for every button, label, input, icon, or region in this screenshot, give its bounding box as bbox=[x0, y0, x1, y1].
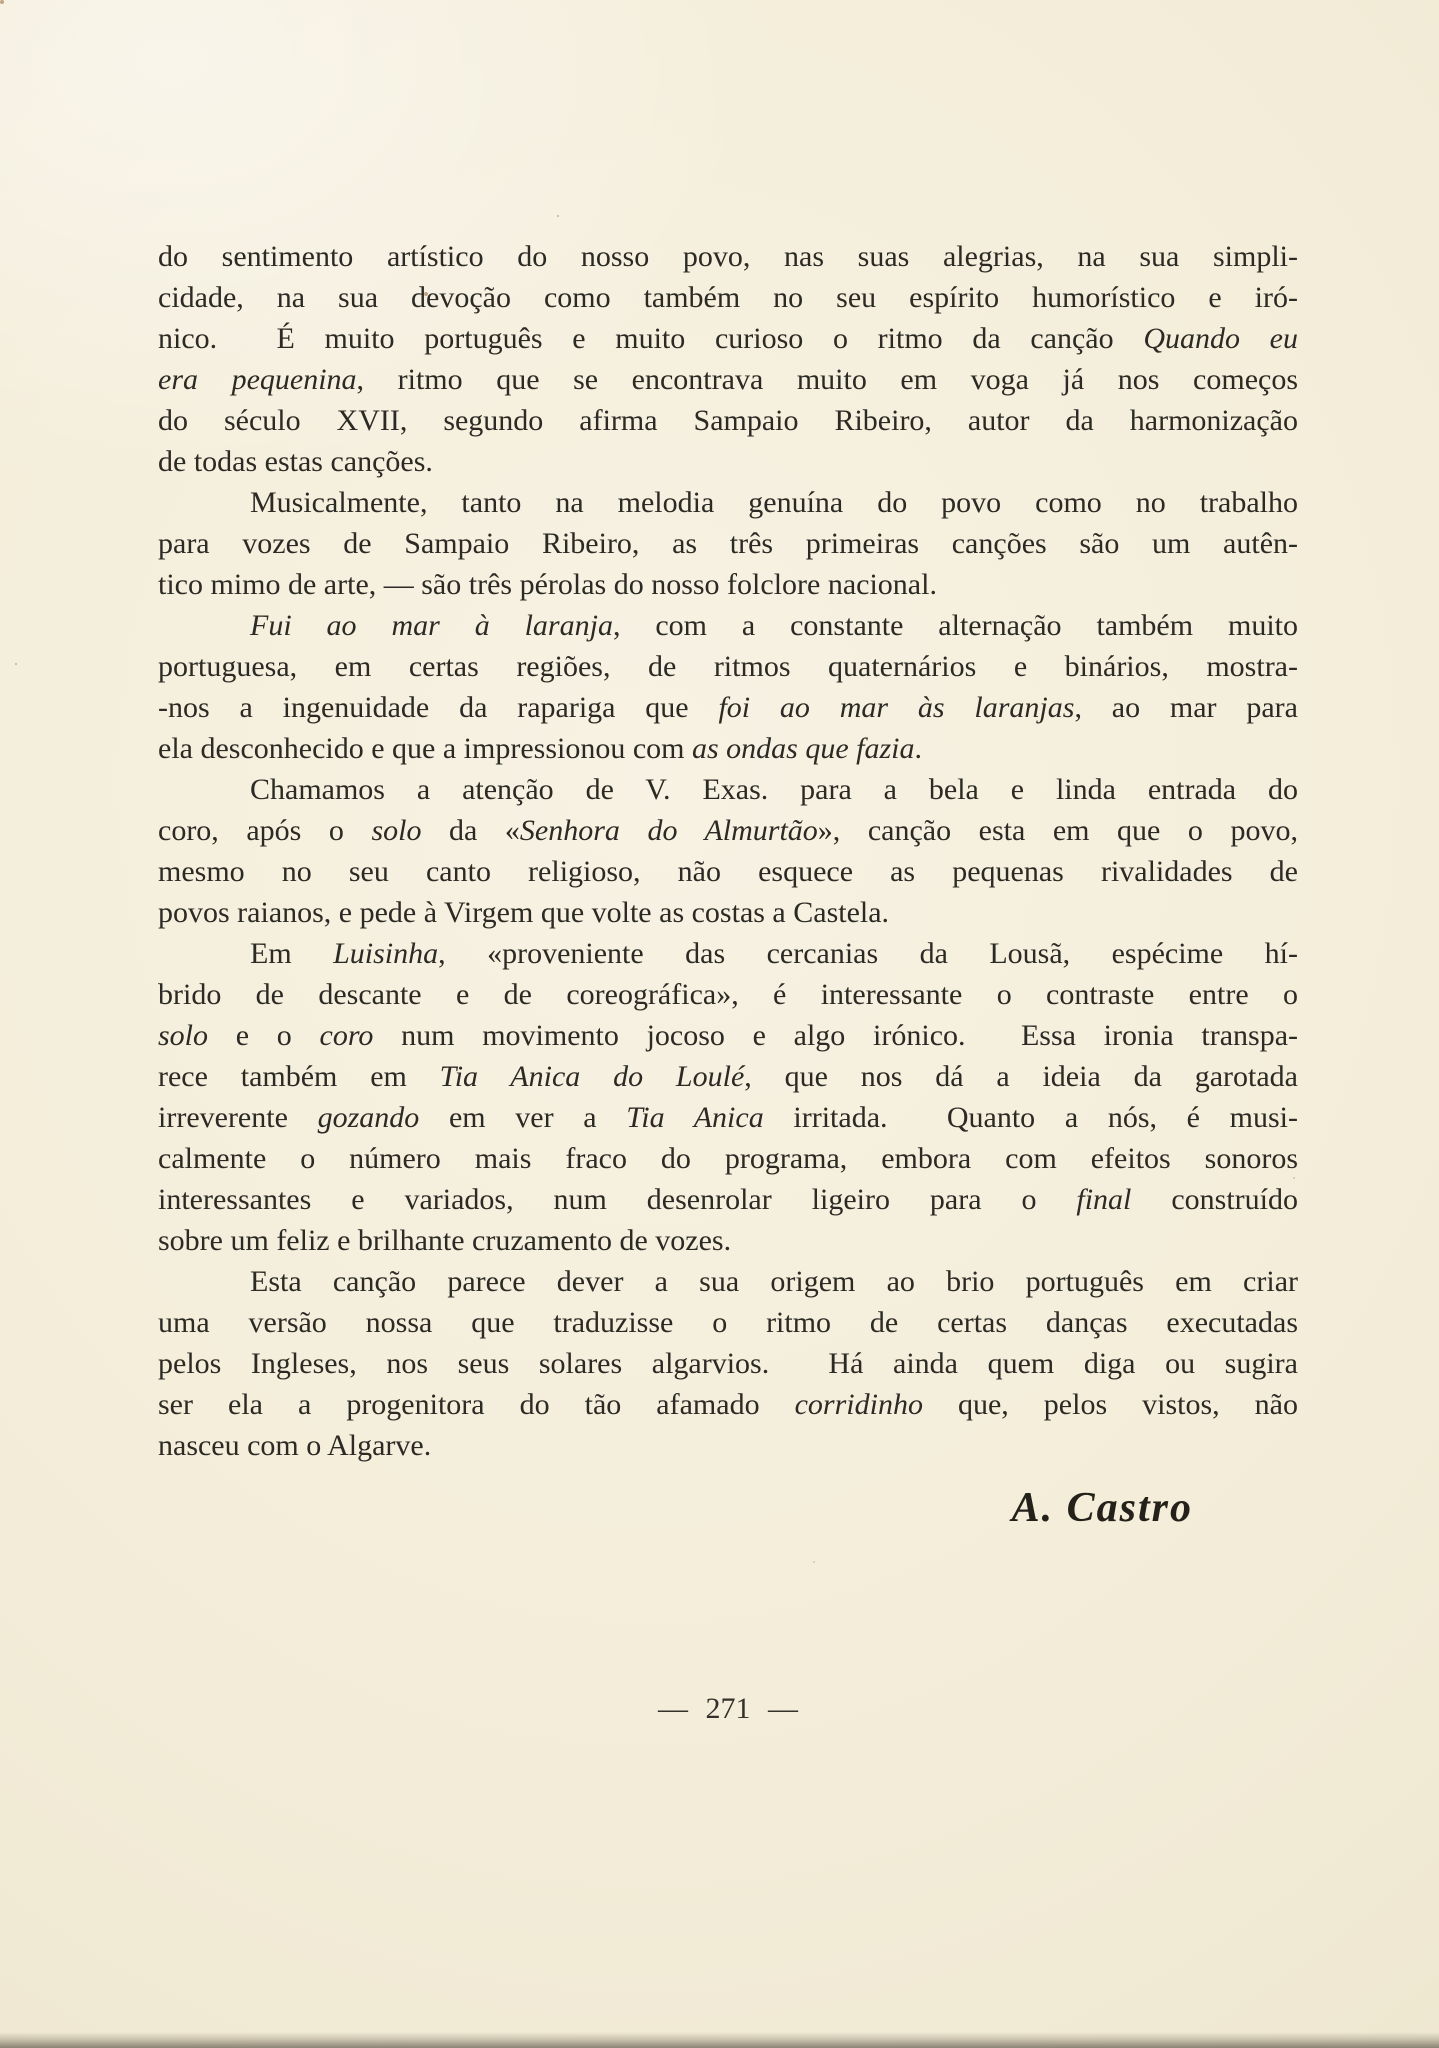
body-text: mesmo no seu canto religioso, não esquece as pequenas rivalidades de bbox=[158, 855, 1298, 888]
paper-speck bbox=[0, 0, 4, 4]
body-text: do século XVII, segundo afirma Sampaio Ribeiro, autor da harmonização bbox=[158, 404, 1298, 437]
body-text: povos raianos, e pede à Virgem que volte as costas a Castela. bbox=[158, 896, 890, 929]
body-text: irritada. Quanto a nós, é musi- bbox=[763, 1101, 1298, 1134]
italic-text: solo bbox=[371, 814, 422, 847]
text-line bbox=[158, 1179, 1298, 1220]
body-text: calmente o número mais fraco do programa, embora com efeitos sonoros bbox=[158, 1142, 1298, 1175]
italic-text: era pequenina bbox=[158, 363, 357, 396]
text-line bbox=[158, 851, 1298, 892]
text-line bbox=[158, 728, 1298, 769]
text-line bbox=[158, 318, 1298, 359]
body-text: portuguesa, em certas regiões, de ritmos quaternários e binários, mostra- bbox=[158, 650, 1298, 683]
body-text: nico. É muito português e muito curioso o ritmo da canção bbox=[158, 322, 1144, 355]
text-line bbox=[158, 441, 1298, 482]
text-line bbox=[158, 646, 1298, 687]
body-text: coro, após o bbox=[158, 814, 372, 847]
text-line bbox=[158, 1302, 1298, 1343]
italic-text: foi ao mar às laranjas bbox=[718, 691, 1075, 724]
body-text: irreverente bbox=[158, 1101, 318, 1134]
page-number: — 271 — bbox=[658, 1692, 798, 1725]
page-text bbox=[158, 236, 1298, 1729]
text-line bbox=[158, 1425, 1298, 1466]
body-text: Musicalmente, tanto na melodia genuína do povo como no trabalho bbox=[250, 486, 1298, 519]
body-text: uma versão nossa que traduzisse o ritmo de certas danças executadas bbox=[158, 1306, 1298, 1339]
italic-text: final bbox=[1076, 1183, 1132, 1216]
italic-text: Tia Anica bbox=[626, 1101, 764, 1134]
text-line bbox=[158, 687, 1298, 728]
italic-text: as ondas que fazia bbox=[692, 732, 915, 765]
body-text: cidade, na sua devoção como também no seu espírito humorístico e iró- bbox=[158, 281, 1298, 314]
body-text: , com a constante alternação também muito bbox=[612, 609, 1298, 642]
text-line bbox=[158, 1220, 1298, 1261]
body-text: , ao mar para bbox=[1074, 691, 1298, 724]
text-line bbox=[158, 1056, 1298, 1097]
text-line bbox=[158, 892, 1298, 933]
body-text: da « bbox=[421, 814, 520, 847]
text-line bbox=[158, 810, 1298, 851]
text-line bbox=[158, 482, 1298, 523]
body-text: ela desconhecido e que a impressionou com bbox=[158, 732, 692, 765]
body-text: Em bbox=[250, 937, 334, 970]
italic-text: gozando bbox=[317, 1101, 420, 1134]
body-text: e o bbox=[208, 1019, 320, 1052]
text-line bbox=[158, 974, 1298, 1015]
text-line bbox=[158, 277, 1298, 318]
body-text: num movimento jocoso e algo irónico. Essa ironia transpa- bbox=[373, 1019, 1298, 1052]
page-bottom-edge bbox=[0, 2032, 1439, 2048]
text-line bbox=[158, 236, 1298, 277]
body-text: em ver a bbox=[419, 1101, 627, 1134]
body-text: tico mimo de arte, — são três pérolas do nosso folclore nacional. bbox=[158, 568, 937, 601]
author-signature: A. Castro bbox=[1011, 1485, 1193, 1531]
body-text: brido de descante e de coreográfica», é interessante o contraste entre o bbox=[158, 978, 1298, 1011]
body-text: para vozes de Sampaio Ribeiro, as três primeiras canções são um autên- bbox=[158, 527, 1298, 560]
text-line bbox=[158, 1343, 1298, 1384]
body-text: Esta canção parece dever a sua origem ao brio português em criar bbox=[250, 1265, 1298, 1298]
italic-text: coro bbox=[319, 1019, 374, 1052]
italic-text: solo bbox=[158, 1019, 209, 1052]
body-text: rece também em bbox=[158, 1060, 440, 1093]
text-line bbox=[158, 605, 1298, 646]
body-text: , «proveniente das cercanias da Lousã, espécime hí- bbox=[438, 937, 1298, 970]
italic-text: Senhora do Almurtão bbox=[519, 814, 818, 847]
body-text: nasceu com o Algarve. bbox=[158, 1429, 432, 1462]
text-line bbox=[158, 1138, 1298, 1179]
body-text: . bbox=[914, 732, 923, 765]
text-line bbox=[158, 1015, 1298, 1056]
body-text: , que nos dá a ideia da garotada bbox=[744, 1060, 1298, 1093]
body-text: », canção esta em que o povo, bbox=[817, 814, 1298, 847]
italic-text: corridinho bbox=[794, 1388, 923, 1421]
body-text: construído bbox=[1131, 1183, 1298, 1216]
text-line bbox=[158, 400, 1298, 441]
body-text: ser ela a progenitora do tão afamado bbox=[158, 1388, 795, 1421]
italic-text: Fui ao mar à laranja bbox=[250, 609, 613, 642]
body-text: Chamamos a atenção de V. Exas. para a bela e linda entrada do bbox=[250, 773, 1298, 806]
italic-text: Quando eu bbox=[1143, 322, 1298, 355]
text-line bbox=[158, 564, 1298, 605]
text-line bbox=[158, 1384, 1298, 1425]
text-line bbox=[158, 933, 1298, 974]
body-text: pelos Ingleses, nos seus solares algarvios. Há ainda quem diga ou sugira bbox=[158, 1347, 1298, 1380]
body-text: sobre um feliz e brilhante cruzamento de vozes. bbox=[158, 1224, 732, 1257]
text-line bbox=[158, 1097, 1298, 1138]
body-text: , ritmo que se encontrava muito em voga já nos começos bbox=[356, 363, 1298, 396]
text-line bbox=[158, 769, 1298, 810]
body-text: que, pelos vistos, não bbox=[922, 1388, 1299, 1421]
text-line bbox=[158, 523, 1298, 564]
text-line bbox=[158, 359, 1298, 400]
text-line bbox=[158, 1261, 1298, 1302]
italic-text: Tia Anica do Loulé bbox=[439, 1060, 745, 1093]
body-text: do sentimento artístico do nosso povo, nas suas alegrias, na sua simpli- bbox=[158, 240, 1298, 273]
body-text: de todas estas canções. bbox=[158, 445, 433, 478]
body-text: interessantes e variados, num desenrolar ligeiro para o bbox=[158, 1183, 1077, 1216]
body-text: -nos a ingenuidade da rapariga que bbox=[158, 691, 719, 724]
italic-text: Luisinha bbox=[333, 937, 439, 970]
